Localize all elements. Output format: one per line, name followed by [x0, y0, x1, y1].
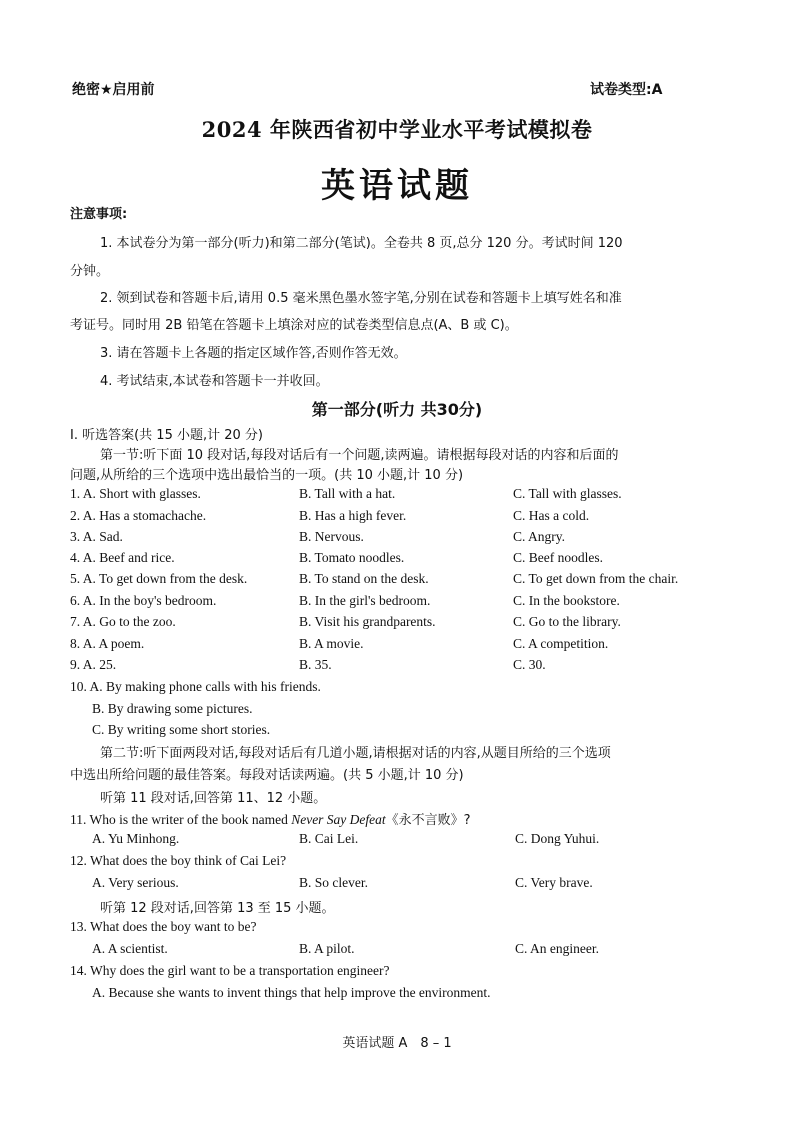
- paper-type-label: 试卷类型:A: [590, 82, 663, 98]
- question-14-stem: 14. Why does the girl want to be a transportation engineer?: [70, 963, 390, 978]
- option-c[interactable]: C. A competition.: [513, 636, 609, 651]
- note-3: 3. 请在答题卡上各题的指定区域作答,否则作答无效。: [100, 346, 407, 361]
- question-row: [70, 529, 770, 549]
- option-a[interactable]: 6. A. In the boy's bedroom.: [70, 593, 217, 608]
- option-c[interactable]: C. An engineer.: [515, 941, 599, 956]
- exam-title: 2024 年陕西省初中学业水平考试模拟卷: [201, 117, 593, 142]
- option-b[interactable]: B. To stand on the desk.: [299, 571, 429, 586]
- option-c[interactable]: C. Dong Yuhui.: [515, 831, 600, 846]
- option-c[interactable]: C. Very brave.: [515, 875, 593, 890]
- option-b[interactable]: B. Tall with a hat.: [299, 486, 396, 501]
- sub1-instruction-line-1: 第一节:听下面 10 段对话,每段对话后有一个问题,读两遍。请根据每段对话的内容和后面的: [100, 448, 619, 463]
- option-b[interactable]: B. A movie.: [299, 636, 364, 651]
- option-b[interactable]: B. Has a high fever.: [299, 508, 407, 523]
- question-row: [92, 941, 792, 961]
- confidential-label: 绝密★启用前: [72, 82, 155, 98]
- option-a[interactable]: 5. A. To get down from the desk.: [70, 571, 248, 586]
- question-row: [70, 636, 770, 656]
- subject-title: 英语试题: [321, 166, 473, 206]
- question-row: [70, 593, 770, 613]
- option-c[interactable]: C. Has a cold.: [513, 508, 590, 523]
- option-a[interactable]: 7. A. Go to the zoo.: [70, 614, 176, 629]
- page-footer: 英语试题 A 8 – 1: [342, 1036, 452, 1051]
- option-b[interactable]: B. A pilot.: [299, 941, 355, 956]
- sub2-instruction-line-2: 中选出所给问题的最佳答案。每段对话读两遍。(共 5 小题,计 10 分): [70, 768, 464, 783]
- option-c[interactable]: C. Tall with glasses.: [513, 486, 622, 501]
- note-4: 4. 考试结束,本试卷和答题卡一并收回。: [100, 374, 329, 389]
- book-title-chinese: 《永不言败》?: [385, 813, 471, 828]
- note-2-line-1: 2. 领到试卷和答题卡后,请用 0.5 毫米黑色墨水签字笔,分别在试卷和答题卡上填写姓名和准: [100, 291, 622, 306]
- option-a[interactable]: A. A scientist.: [92, 941, 168, 956]
- option-b[interactable]: B. So clever.: [299, 875, 368, 890]
- question-row: [70, 550, 770, 570]
- option-b[interactable]: B. In the girl's bedroom.: [299, 593, 431, 608]
- option-c[interactable]: C. To get down from the chair.: [513, 571, 679, 586]
- question-row: [70, 571, 770, 591]
- option-b[interactable]: B. 35.: [299, 657, 332, 672]
- option-a[interactable]: A. Yu Minhong.: [92, 831, 180, 846]
- option-c[interactable]: C. 30.: [513, 657, 546, 672]
- book-title: Never Say Defeat: [291, 812, 386, 827]
- question-row: [70, 486, 770, 506]
- sub1-instruction-line-2: 问题,从所给的三个选项中选出最恰当的一项。(共 10 小题,计 10 分): [70, 468, 464, 483]
- note-1-line-2: 分钟。: [70, 264, 110, 279]
- option-b[interactable]: B. Cai Lei.: [299, 831, 359, 846]
- note-2-line-2: 考证号。同时用 2B 铅笔在答题卡上填涂对应的试卷类型信息点(A、B 或 C)。: [70, 318, 518, 333]
- option-a[interactable]: A. Very serious.: [92, 875, 179, 890]
- option-c[interactable]: C. Angry.: [513, 529, 566, 544]
- option-a[interactable]: 9. A. 25.: [70, 657, 117, 672]
- sub2-instruction-line-1: 第二节:听下面两段对话,每段对话后有几道小题,请根据对话的内容,从题目所给的三个选项: [100, 746, 611, 761]
- option-c[interactable]: C. Go to the library.: [513, 614, 621, 629]
- listen-11-instruction: 听第 11 段对话,回答第 11、12 小题。: [100, 791, 327, 806]
- option-a[interactable]: 2. A. Has a stomachache.: [70, 508, 207, 523]
- question-10-option-c[interactable]: C. By writing some short stories.: [92, 722, 271, 737]
- question-13-stem: 13. What does the boy want to be?: [70, 919, 257, 934]
- question-row: [70, 657, 770, 677]
- part1-title: 第一部分(听力 共30分): [311, 400, 483, 419]
- question-11-stem: [70, 809, 471, 828]
- question-14-option-a[interactable]: A. Because she wants to invent things that help improve the environment.: [92, 985, 491, 1000]
- option-b[interactable]: B. Nervous.: [299, 529, 364, 544]
- option-a[interactable]: 4. A. Beef and rice.: [70, 550, 175, 565]
- note-1-line-1: 1. 本试卷分为第一部分(听力)和第二部分(笔试)。全卷共 8 页,总分 120 分。考试时间 120: [100, 236, 623, 251]
- question-10-option-b[interactable]: B. By drawing some pictures.: [92, 701, 253, 716]
- option-a[interactable]: 3. A. Sad.: [70, 529, 123, 544]
- question-row: [70, 508, 770, 528]
- question-row: [92, 875, 792, 895]
- question-11-stem-text: 11. Who is the writer of the book named: [70, 812, 292, 827]
- option-b[interactable]: B. Tomato noodles.: [299, 550, 405, 565]
- option-c[interactable]: C. Beef noodles.: [513, 550, 603, 565]
- section1-heading: Ⅰ. 听选答案(共 15 小题,计 20 分): [70, 428, 263, 443]
- question-row: [70, 614, 770, 634]
- listen-12-instruction: 听第 12 段对话,回答第 13 至 15 小题。: [100, 901, 335, 916]
- question-10-option-a[interactable]: 10. A. By making phone calls with his friends.: [70, 679, 321, 694]
- option-c[interactable]: C. In the bookstore.: [513, 593, 620, 608]
- option-b[interactable]: B. Visit his grandparents.: [299, 614, 436, 629]
- question-row: [92, 831, 792, 851]
- option-a[interactable]: 1. A. Short with glasses.: [70, 486, 201, 501]
- question-12-stem: 12. What does the boy think of Cai Lei?: [70, 853, 287, 868]
- notes-heading: 注意事项:: [70, 207, 128, 222]
- option-a[interactable]: 8. A. A poem.: [70, 636, 145, 651]
